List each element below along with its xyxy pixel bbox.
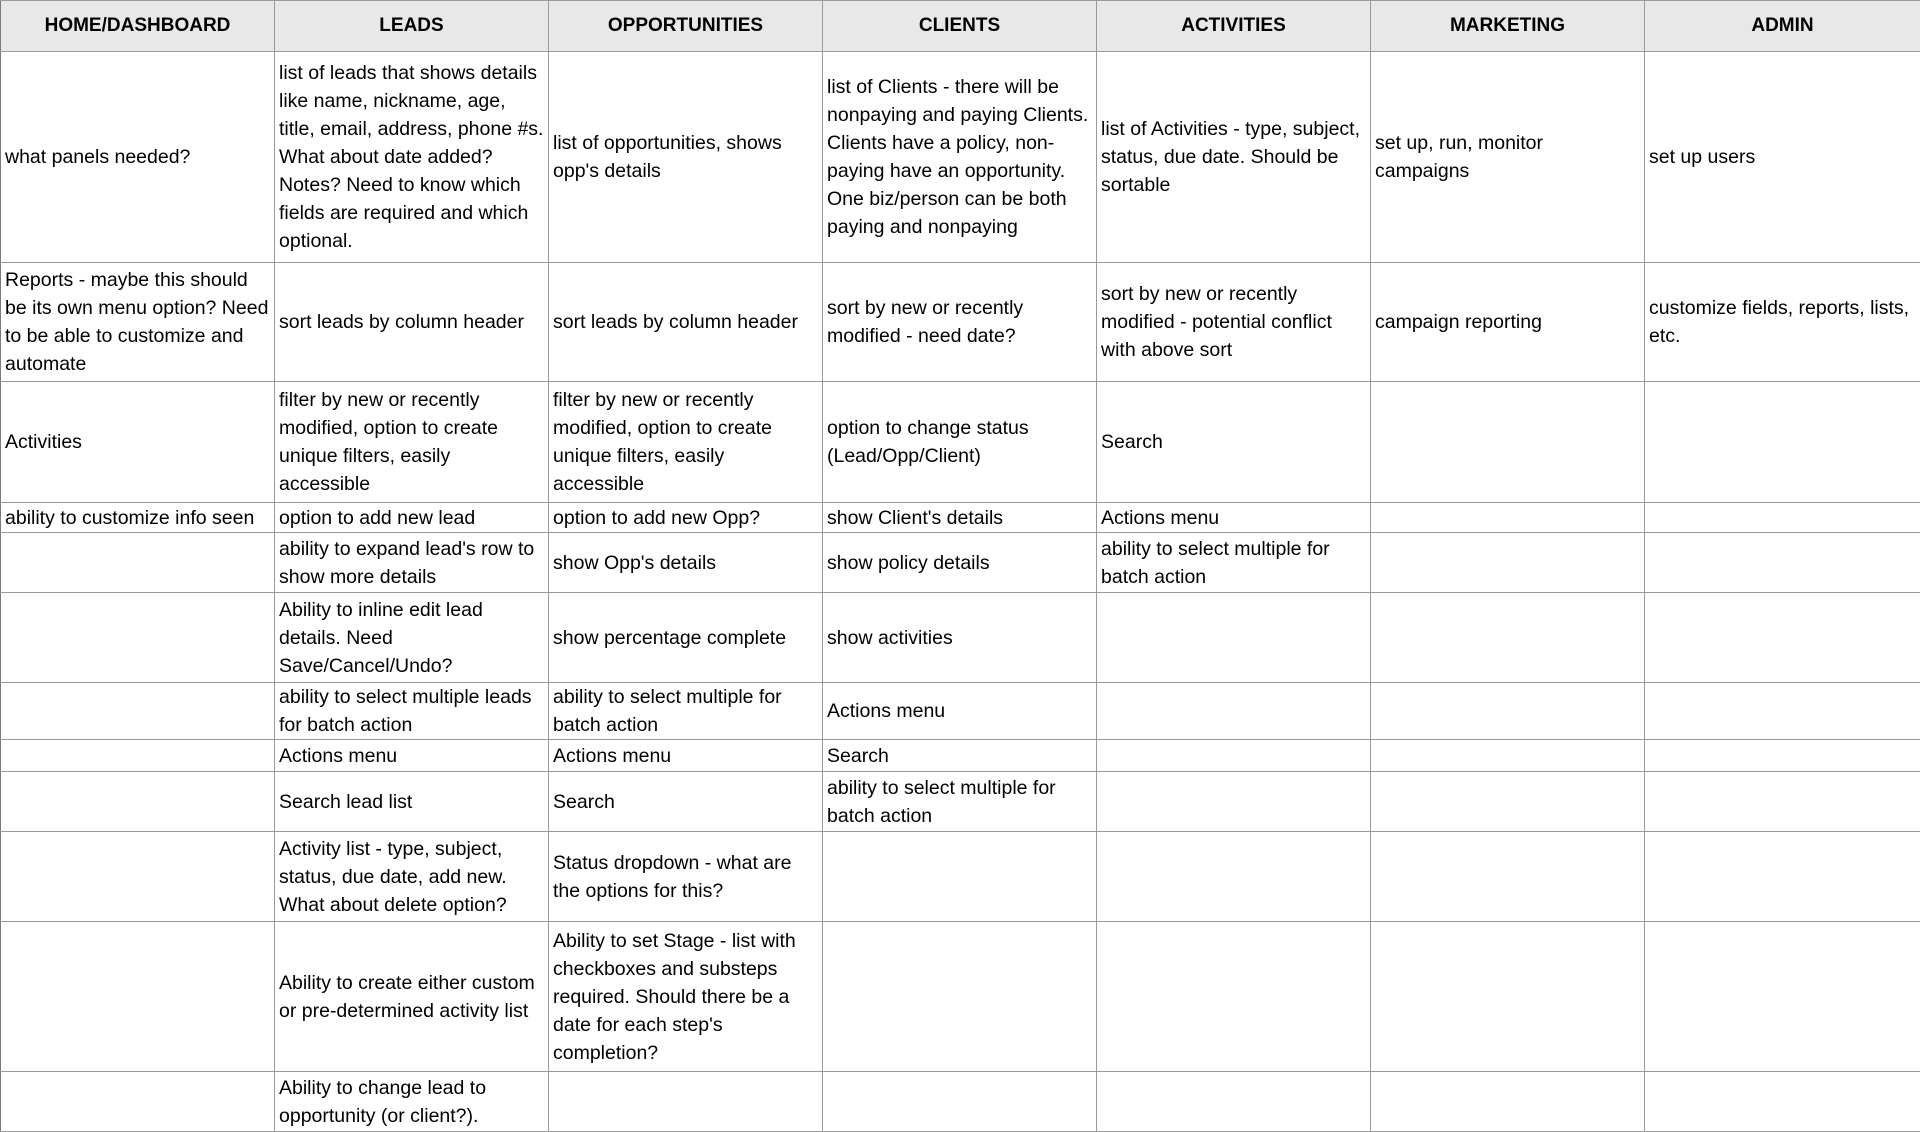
table-cell[interactable]: ability to select multiple for batch action [823,772,1097,832]
table-cell[interactable]: sort leads by column header [275,263,549,382]
table-cell[interactable]: set up, run, monitor campaigns [1371,52,1645,263]
table-cell[interactable]: what panels needed? [1,52,275,263]
column-header-leads[interactable]: LEADS [275,1,549,52]
table-cell[interactable]: Actions menu [275,740,549,772]
table-cell[interactable]: set up users [1645,52,1920,263]
column-header-marketing[interactable]: MARKETING [1371,1,1645,52]
column-header-activities[interactable]: ACTIVITIES [1097,1,1371,52]
table-cell[interactable] [1097,740,1371,772]
table-cell[interactable]: list of opportunities, shows opp's details [549,52,823,263]
table-cell[interactable] [1645,740,1920,772]
table-cell[interactable]: Search [1097,382,1371,503]
table-cell[interactable] [1645,772,1920,832]
table-cell[interactable] [1371,683,1645,740]
table-cell[interactable]: Activity list - type, subject, status, due date, add new. What about delete option? [275,832,549,922]
table-cell[interactable]: show Client's details [823,503,1097,533]
table-cell[interactable]: Activities [1,382,275,503]
table-cell[interactable]: option to add new Opp? [549,503,823,533]
table-cell[interactable] [1371,832,1645,922]
table-cell[interactable]: show percentage complete [549,593,823,683]
table-row [1,832,1920,922]
table-cell[interactable] [823,922,1097,1072]
table-cell[interactable] [1645,832,1920,922]
table-cell[interactable]: list of Activities - type, subject, status, due date. Should be sortable [1097,52,1371,263]
table-cell[interactable]: Actions menu [1097,503,1371,533]
table-cell[interactable]: ability to select multiple for batch action [549,683,823,740]
table-row [1,263,1920,382]
table-cell[interactable]: Actions menu [549,740,823,772]
table-cell[interactable]: Ability to create either custom or pre-determined activity list [275,922,549,1072]
table-cell[interactable] [1645,382,1920,503]
table-cell[interactable] [1645,683,1920,740]
column-header-opportunities[interactable]: OPPORTUNITIES [549,1,823,52]
table-row [1,533,1920,593]
table-cell[interactable] [1097,593,1371,683]
table-cell[interactable] [1,740,275,772]
table-row [1,52,1920,263]
table-cell[interactable] [1371,503,1645,533]
table-cell[interactable] [1371,382,1645,503]
table-cell[interactable]: list of Clients - there will be nonpaying and paying Clients. Clients have a policy, non-paying have an opportunity. One biz/person can be both paying and nonpaying [823,52,1097,263]
table-cell[interactable] [823,1072,1097,1132]
table-cell[interactable]: Search [823,740,1097,772]
table-cell[interactable] [1371,1072,1645,1132]
table-cell[interactable] [1645,503,1920,533]
table-cell[interactable] [1371,772,1645,832]
table-cell[interactable] [1371,593,1645,683]
column-header-home-dashboard[interactable]: HOME/DASHBOARD [1,1,275,52]
table-cell[interactable] [1,683,275,740]
table-cell[interactable]: ability to customize info seen [1,503,275,533]
table-row [1,503,1920,533]
table-row [1,772,1920,832]
table-cell[interactable]: filter by new or recently modified, option to create unique filters, easily accessible [549,382,823,503]
table-cell[interactable] [1,533,275,593]
table-cell[interactable] [1097,683,1371,740]
table-cell[interactable] [823,832,1097,922]
table-cell[interactable]: ability to select multiple leads for batch action [275,683,549,740]
table-cell[interactable]: sort by new or recently modified - need date? [823,263,1097,382]
table-cell[interactable]: customize fields, reports, lists, etc. [1645,263,1920,382]
table-row [1,922,1920,1072]
table-row [1,740,1920,772]
table-cell[interactable] [1371,922,1645,1072]
table-cell[interactable] [1371,533,1645,593]
table-cell[interactable] [1645,1072,1920,1132]
column-header-clients[interactable]: CLIENTS [823,1,1097,52]
table-cell[interactable]: Actions menu [823,683,1097,740]
table-row [1,683,1920,740]
table-cell[interactable]: show policy details [823,533,1097,593]
header-row [1,1,1920,52]
table-cell[interactable]: sort by new or recently modified - potential conflict with above sort [1097,263,1371,382]
table-cell[interactable]: sort leads by column header [549,263,823,382]
table-cell[interactable]: Ability to change lead to opportunity (or client?). [275,1072,549,1132]
table-cell[interactable] [1645,533,1920,593]
table-cell[interactable] [1371,740,1645,772]
table-cell[interactable] [1,922,275,1072]
table-row [1,382,1920,503]
table-cell[interactable]: campaign reporting [1371,263,1645,382]
table-cell[interactable]: Ability to set Stage - list with checkboxes and substeps required. Should there be a date for each step's completion? [549,922,823,1072]
table-cell[interactable] [549,1072,823,1132]
table-cell[interactable]: filter by new or recently modified, option to create unique filters, easily accessible [275,382,549,503]
table-row [1,1072,1920,1132]
table-cell[interactable] [1097,772,1371,832]
table-cell[interactable]: ability to expand lead's row to show more details [275,533,549,593]
table-cell[interactable] [1,832,275,922]
table-cell[interactable]: Reports - maybe this should be its own menu option? Need to be able to customize and automate [1,263,275,382]
table-cell[interactable] [1097,832,1371,922]
table-cell[interactable]: option to change status (Lead/Opp/Client) [823,382,1097,503]
table-cell[interactable] [1645,593,1920,683]
table-cell[interactable]: Search lead list [275,772,549,832]
table-cell[interactable]: Ability to inline edit lead details. Need Save/Cancel/Undo? [275,593,549,683]
table-cell[interactable]: option to add new lead [275,503,549,533]
table-cell[interactable] [1,772,275,832]
table-cell[interactable]: Status dropdown - what are the options for this? [549,832,823,922]
table-cell[interactable] [1,593,275,683]
table-cell[interactable]: ability to select multiple for batch action [1097,533,1371,593]
table-row [1,593,1920,683]
table-cell[interactable] [1097,1072,1371,1132]
table-cell[interactable] [1097,922,1371,1072]
table-cell[interactable]: show activities [823,593,1097,683]
table-cell[interactable]: list of leads that shows details like name, nickname, age, title, email, address, phone #s. What about date added? Notes? Need to know which fields are required and which optional. [275,52,549,263]
column-header-admin[interactable]: ADMIN [1645,1,1920,52]
table-cell[interactable] [1645,922,1920,1072]
table-cell[interactable]: show Opp's details [549,533,823,593]
table-cell[interactable]: Search [549,772,823,832]
table-cell[interactable] [1,1072,275,1132]
